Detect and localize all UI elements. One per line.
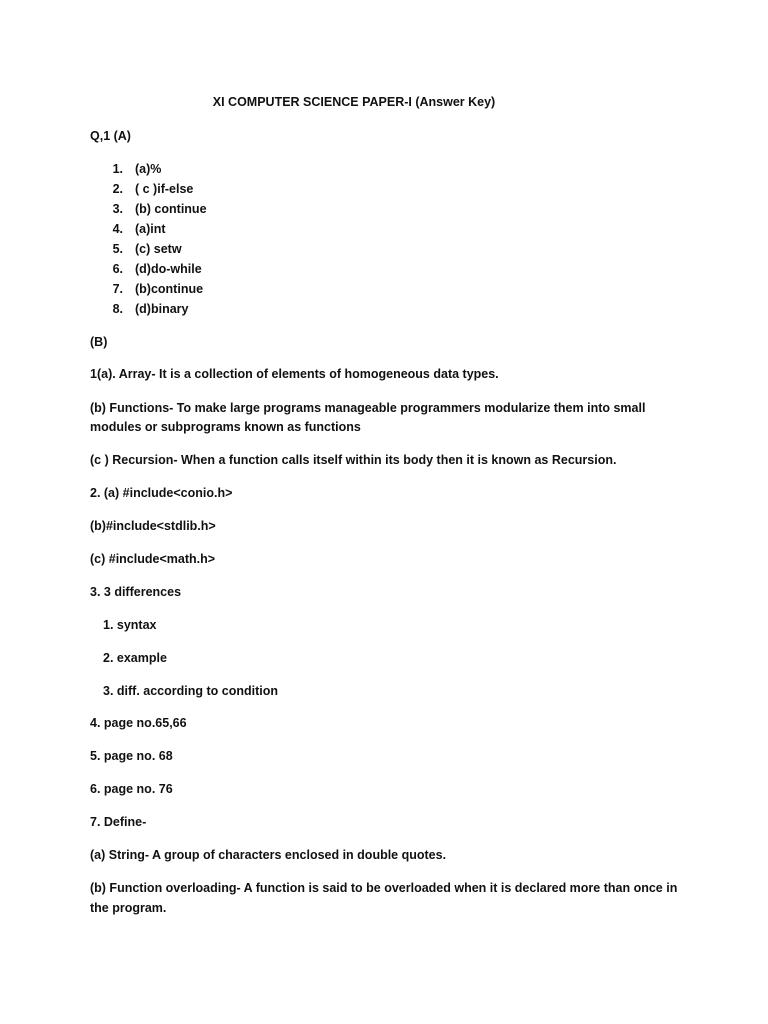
answer-7: 7. Define- (90, 815, 147, 829)
answer-4: 4. page no.65,66 (90, 716, 187, 730)
list-item-text: (a)int (135, 222, 166, 236)
list-item-text: (b) continue (135, 202, 207, 216)
list-item-number: 5. (112, 242, 123, 256)
list-item-number: 8. (112, 302, 123, 316)
answer-2b: (b)#include<stdlib.h> (90, 519, 216, 533)
answer-3-item-1: 1. syntax (103, 618, 157, 632)
section-b-heading: (B) (90, 335, 108, 349)
answer-7b-line-2: the program. (90, 901, 167, 915)
list-item-number: 2. (112, 182, 123, 196)
answer-1b-line-1: (b) Functions- To make large programs manageable programmers modularize them into small (90, 401, 646, 415)
list-item-text: (b)continue (135, 282, 204, 296)
list-item-number: 1. (112, 162, 123, 176)
list-item-text: (c) setw (135, 242, 182, 256)
answer-1b-line-2: modules or subprograms known as functions (90, 420, 361, 434)
answer-7b-line-1: (b) Function overloading- A function is said to be overloaded when it is declared more than once in (90, 881, 678, 895)
answer-6: 6. page no. 76 (90, 782, 173, 796)
list-item-number: 6. (112, 262, 123, 276)
answer-2c: (c) #include<math.h> (90, 552, 216, 566)
question-1-heading: Q,1 (A) (90, 129, 131, 143)
answer-1c: (c ) Recursion- When a function calls itself within its body then it is known as Recursion. (90, 453, 617, 467)
list-item-number: 4. (112, 222, 123, 236)
answer-2a: 2. (a) #include<conio.h> (90, 486, 233, 500)
list-item-text: (a)% (135, 162, 162, 176)
answer-3-item-2: 2. example (103, 651, 167, 665)
answer-5: 5. page no. 68 (90, 749, 173, 763)
list-item-text: ( c )if-else (135, 182, 194, 196)
list-item-text: (d)do-while (135, 262, 202, 276)
answer-3-item-3: 3. diff. according to condition (103, 684, 278, 698)
answer-3: 3. 3 differences (90, 585, 182, 599)
list-item-text: (d)binary (135, 302, 189, 316)
answer-7a: (a) String- A group of characters enclosed in double quotes. (90, 848, 447, 862)
list-item-number: 7. (112, 282, 123, 296)
page-title: XI COMPUTER SCIENCE PAPER-I (Answer Key) (212, 95, 496, 109)
list-item-number: 3. (112, 202, 123, 216)
answer-1a: 1(a). Array- It is a collection of elements of homogeneous data types. (90, 367, 499, 381)
